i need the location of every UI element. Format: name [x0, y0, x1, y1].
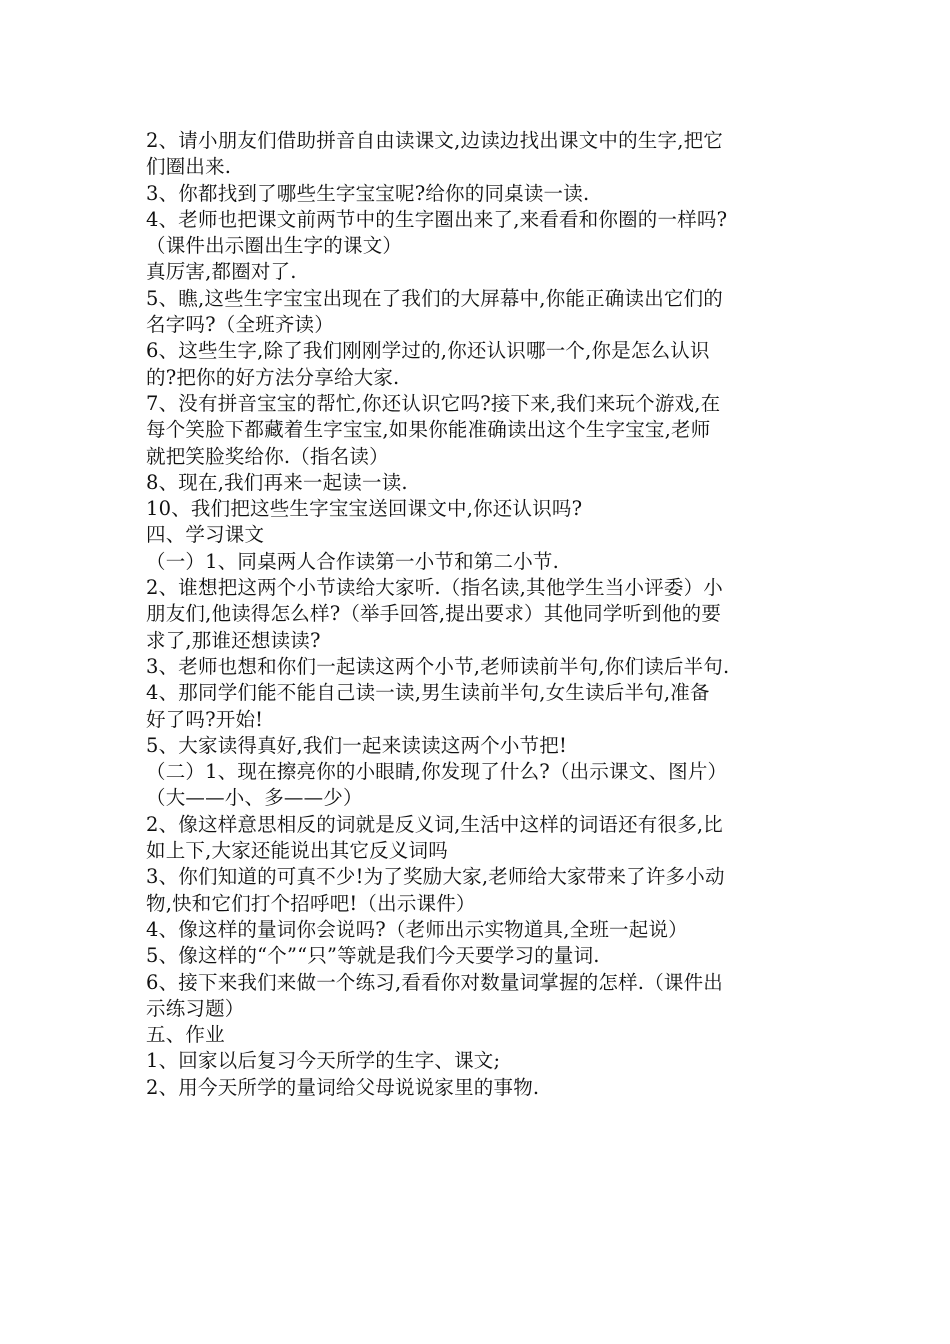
text-line: 6、这些生字,除了我们刚刚学过的,你还认识哪一个,你是怎么认识 [146, 339, 710, 363]
text-line: 2、像这样意思相反的词就是反义词,生活中这样的词语还有很多,比 [146, 812, 724, 836]
document-body [146, 128, 810, 1101]
text-line: 2、请小朋友们借助拼音自由读课文,边读边找出课文中的生字,把它 [146, 129, 724, 152]
text-line: 们圈出来. [146, 155, 232, 179]
text-line: （一）1、同桌两人合作读第一小节和第二小节. [146, 549, 560, 573]
text-line: 真厉害,都圈对了. [146, 260, 297, 284]
text-line: 2、用今天所学的量词给父母说说家里的事物. [146, 1075, 540, 1099]
text-line: （二）1、现在擦亮你的小眼睛,你发现了什么?（出示课文、图片） [146, 760, 728, 784]
text-line: 4、那同学们能不能自己读一读,男生读前半句,女生读后半句,准备 [146, 681, 710, 705]
text-line: 10、我们把这些生字宝宝送回课文中,你还认识吗? [146, 497, 583, 521]
text-line: 5、大家读得真好,我们一起来读读这两个小节把! [146, 733, 568, 757]
text-line: 朋友们,他读得怎么样?（举手回答,提出要求）其他同学听到他的要 [146, 602, 722, 626]
text-line: 6、接下来我们来做一个练习,看看你对数量词掌握的怎样.（课件出 [146, 970, 724, 994]
text-line: 3、老师也想和你们一起读这两个小节,老师读前半句,你们读后半句. [146, 654, 730, 678]
text-line: 8、现在,我们再来一起读一读. [146, 470, 408, 494]
text-line: 的?把你的好方法分享给大家. [146, 365, 400, 389]
text-line: 示练习题） [146, 996, 245, 1020]
section-heading: 五、作业 [146, 1023, 225, 1047]
text-line: 3、你都找到了哪些生字宝宝呢?给你的同桌读一读. [146, 181, 590, 205]
text-line: 1、回家以后复习今天所学的生字、课文; [146, 1049, 501, 1073]
text-line: 7、没有拼音宝宝的帮忙,你还认识它吗?接下来,我们来玩个游戏,在 [146, 391, 721, 415]
text-line: 名字吗?（全班齐读） [146, 313, 334, 337]
text-line: 物,快和它们打个招呼吧!（出示课件） [146, 891, 476, 915]
text-line: 5、瞧,这些生字宝宝出现在了我们的大屏幕中,你能正确读出它们的 [146, 286, 724, 310]
text-line: 求了,那谁还想读读? [146, 628, 321, 652]
text-line: （大——小、多——少） [146, 786, 363, 810]
text-line: （课件出示圈出生字的课文） [146, 234, 403, 258]
section-heading: 四、学习课文 [146, 523, 265, 547]
text-line: 如上下,大家还能说出其它反义词吗 [146, 839, 448, 863]
text-line: 4、老师也把课文前两节中的生字圈出来了,来看看和你圈的一样吗? [146, 207, 728, 231]
text-line: 每个笑脸下都藏着生字宝宝,如果你能准确读出这个生字宝宝,老师 [146, 418, 711, 442]
text-line: 5、像这样的“个”“只”等就是我们今天要学习的量词. [146, 944, 600, 968]
text-line: 2、谁想把这两个小节读给大家听.（指名读,其他学生当小评委）小 [146, 576, 724, 600]
text-line: 好了吗?开始! [146, 707, 264, 731]
text-line: 就把笑脸奖给你.（指名读） [146, 444, 389, 468]
text-line: 4、像这样的量词你会说吗?（老师出示实物道具,全班一起说） [146, 917, 688, 941]
text-line: 3、你们知道的可真不少!为了奖励大家,老师给大家带来了许多小动 [146, 865, 725, 889]
